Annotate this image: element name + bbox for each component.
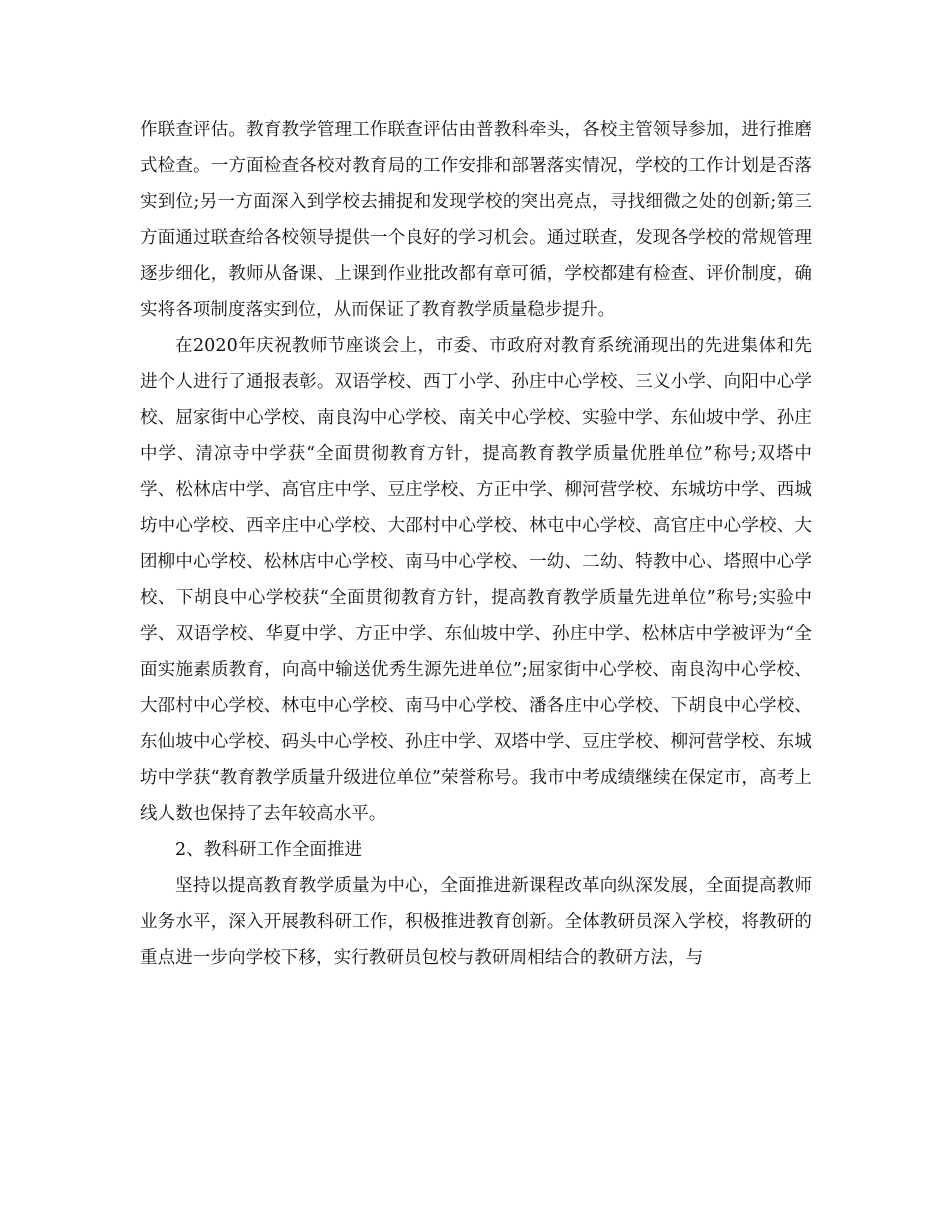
section-heading: 2、教科研工作全面推进 bbox=[175, 840, 363, 860]
paragraph-teaching-research: 坚持以提高教育教学质量为中心，全面推进新课程改革向纵深发展，全面提高教师业务水平，深入开展教科研工作，积极推进教育创新。全体教研员深入学校，将教研的重点进一步向学校下移，实行教研员包校与教研周相结合的教研方法，与 bbox=[140, 876, 812, 968]
paragraph-joint-inspection: 作联查评估。教育教学管理工作联查评估由普教科牵头，各校主管领导参加，进行推磨式检查。一方面检查各校对教育局的工作安排和部署落实情况，学校的工作计划是否落实到位;另一方面深入到学校去捕捉和发现学校的突出亮点，寻找细微之处的创新;第三方面通过联查给各校领导提供一个良好的学习机会。通过联查，发现各学校的常规管理逐步细化，教师从备课、上课到作业批改都有章可循，学校都建有检查、评价制度，确实将各项制度落实到位，从而保证了教育教学质量稳步提升。 bbox=[140, 120, 812, 320]
document-body bbox=[140, 112, 812, 976]
paragraph-teachers-day-commendation: 在2020年庆祝教师节座谈会上，市委、市政府对教育系统涌现出的先进集体和先进个人进行了通报表彰。双语学校、西丁小学、孙庄中心学校、三义小学、向阳中心学校、屈家街中心学校、南良沟中心学校、南关中心学校、实验中学、东仙坡中学、孙庄中学、清凉寺中学获“全面贯彻教育方针，提高教育教学质量优胜单位”称号;双塔中学、松林店中学、高官庄中学、豆庄学校、方正中学、柳河营学校、东城坊中学、西城坊中心学校、西辛庄中心学校、大邵村中心学校、林屯中心学校、高官庄中心学校、大团柳中心学校、松林店中心学校、南马中心学校、一幼、二幼、特教中心、塔照中心学校、下胡良中心学校获“全面贯彻教育方针，提高教育教学质量先进单位”称号;实验中学、双语学校、华夏中学、方正中学、东仙坡中学、孙庄中学、松林店中学被评为“全面实施素质教育，向高中输送优秀生源先进单位”;屈家街中心学校、南良沟中心学校、大邵村中心学校、林屯中心学校、南马中心学校、潘各庄中心学校、下胡良中心学校、东仙坡中心学校、码头中心学校、孙庄中学、双塔中学、豆庄学校、柳河营学校、东城坊中学获“教育教学质量升级进位单位”荣誉称号。我市中考成绩继续在保定市，高考上线人数也保持了去年较高水平。 bbox=[140, 336, 812, 824]
